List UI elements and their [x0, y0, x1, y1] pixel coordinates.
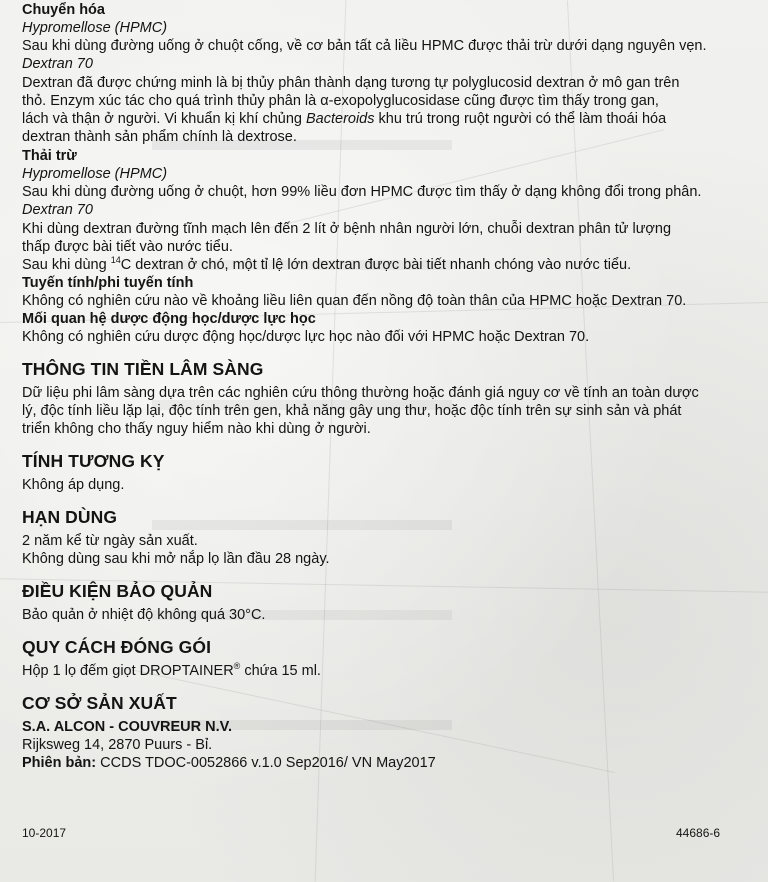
body-text [22, 110, 666, 128]
superscript: 14 [110, 255, 121, 266]
text-run: chứa 15 ml. [240, 663, 321, 679]
italic-term: Bacteroids [305, 111, 375, 127]
body-text: Bảo quản ở nhiệt độ không quá 30°C. [22, 607, 266, 623]
text-run: Hộp 1 lọ đếm giọt DROPTAINER [22, 663, 234, 679]
show-through-texture [152, 520, 452, 530]
body-text [22, 662, 321, 680]
body-text: thấp được bài tiết vào nước tiểu. [22, 239, 233, 255]
fold-line [315, 0, 347, 881]
section-heading-dong-goi: QUY CÁCH ĐÓNG GÓI [22, 637, 212, 657]
text-run: lách và thận ở người. Vi khuẩn kị khí chủng [22, 111, 306, 127]
body-text: Không dùng sau khi mở nắp lọ lần đầu 28 ngày. [22, 551, 330, 567]
body-text: lý, độc tính liều lặp lại, độc tính trên gen, khả năng gây ung thư, hoặc độc tính trên sự sinh sản và phát [22, 403, 682, 419]
body-text: Sau khi dùng đường uống ở chuột cống, về cơ bản tất cả liều HPMC được thải trừ dưới dạng nguyên vẹn. [22, 38, 707, 54]
body-text: Không có nghiên cứu dược động học/dược lực học nào đối với HPMC hoặc Dextran 70. [22, 329, 590, 345]
body-text: Dữ liệu phi lâm sàng dựa trên các nghiên cứu thông thường hoặc đánh giá nguy cơ về tính an toàn dược [22, 385, 699, 401]
section-heading-tuyen-tinh: Tuyến tính/phi tuyến tính [22, 275, 194, 291]
subheading-hpmc: Hypromellose (HPMC) [22, 20, 168, 36]
body-text: Sau khi dùng đường uống ở chuột, hơn 99% liều đơn HPMC được tìm thấy ở dạng không đổi trong phân. [22, 184, 702, 200]
manufacturer-address: Rijksweg 14, 2870 Puurs - Bỉ. [22, 737, 213, 753]
version-label: Phiên bản: [22, 755, 97, 771]
subheading-dextran: Dextran 70 [22, 202, 93, 218]
version-line [22, 754, 436, 772]
section-heading-moi-quan-he: Mối quan hệ dược động học/dược lực học [22, 311, 316, 327]
footer-date: 10-2017 [22, 826, 67, 840]
body-text [22, 256, 631, 274]
body-text: Không có nghiên cứu nào về khoảng liều liên quan đến nồng độ toàn thân của HPMC hoặc Dextran 70. [22, 293, 687, 309]
body-text: triển không cho thấy nguy hiểm nào khi dùng ở người. [22, 421, 371, 437]
subheading-hpmc: Hypromellose (HPMC) [22, 166, 168, 182]
body-text: 2 năm kể từ ngày sản xuất. [22, 533, 198, 549]
section-heading-thai-tru: Thải trừ [22, 148, 77, 164]
registered-mark: ® [233, 661, 241, 672]
body-text: Khi dùng dextran đường tĩnh mạch lên đến 2 lít ở bệnh nhân người lớn, chuỗi dextran phân tử lượng [22, 221, 672, 237]
fold-line [567, 1, 614, 882]
text-run: khu trú trong ruột người có thể làm thoái hóa [374, 111, 667, 127]
body-text: dextran thành sản phẩm chính là dextrose. [22, 129, 297, 145]
body-text: thỏ. Enzym xúc tác cho quá trình thủy phân là α-exopolyglucosidase cũng được tìm thấy trong gan, [22, 93, 659, 109]
subheading-dextran: Dextran 70 [22, 56, 93, 72]
footer-code: 44686-6 [676, 826, 721, 840]
section-heading-co-so: CƠ SỞ SẢN XUẤT [22, 693, 177, 713]
section-heading-tien-lam-sang: THÔNG TIN TIỀN LÂM SÀNG [22, 359, 264, 379]
section-heading-bao-quan: ĐIỀU KIỆN BẢO QUẢN [22, 581, 213, 601]
section-heading-tuong-ky: TÍNH TƯƠNG KỴ [22, 451, 165, 471]
version-value: CCDS TDOC-0052866 v.1.0 Sep2016/ VN May2017 [96, 755, 436, 771]
body-text: Không áp dụng. [22, 477, 125, 493]
manufacturer-name: S.A. ALCON - COUVREUR N.V. [22, 719, 233, 735]
text-run: Sau khi dùng [22, 257, 111, 273]
section-heading-chuyen-hoa: Chuyển hóa [22, 2, 105, 18]
body-text: Dextran đã được chứng minh là bị thủy phân thành dạng tương tự polyglucosid dextran ở mô gan trên [22, 75, 680, 91]
section-heading-han-dung: HẠN DÙNG [22, 507, 118, 527]
text-run: C dextran ở chó, một tỉ lệ lớn dextran được bài tiết nhanh chóng vào nước tiểu. [120, 257, 632, 273]
